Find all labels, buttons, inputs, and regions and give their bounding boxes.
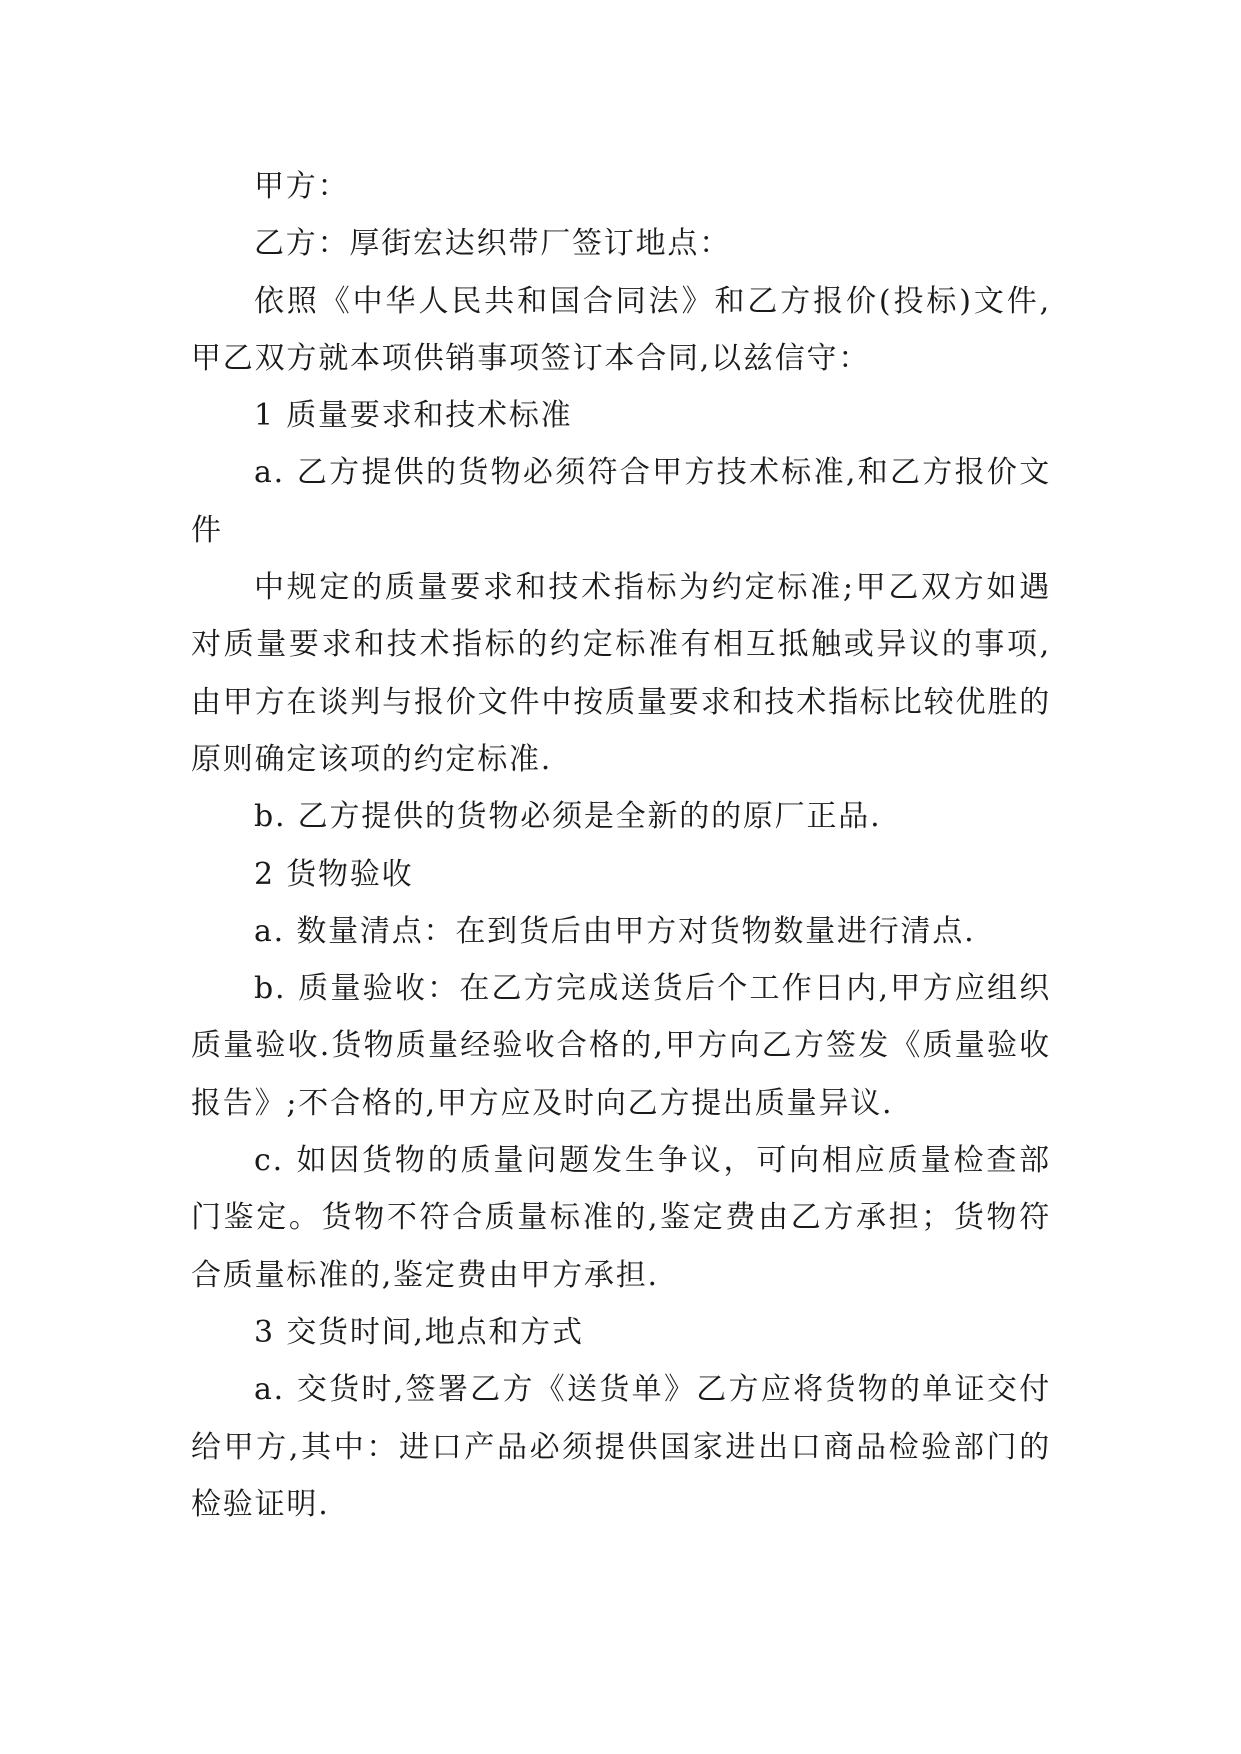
clause-1a: a. 乙方提供的货物必须符合甲方技术标准,和乙方报价文件 <box>191 455 1051 548</box>
clause-1b: b. 乙方提供的货物必须是全新的的原厂正品. <box>254 799 882 835</box>
party-b-line: 乙方：厚街宏达织带厂签订地点： <box>254 226 731 262</box>
party-a-line: 甲方： <box>254 169 350 204</box>
section-3-heading: 3 交货时间,地点和方式 <box>254 1314 584 1350</box>
preamble-paragraph: 依照《中华人民共和国合同法》和乙方报价(投标)文件,甲乙双方就本项供销事项签订本合同,以兹信守： <box>191 283 1051 376</box>
clause-2c: c. 如因货物的质量问题发生争议，可向相应质量检查部门鉴定。货物不符合质量标准的,鉴定费由乙方承担；货物符合质量标准的,鉴定费由甲方承担. <box>191 1143 1051 1293</box>
clause-2a: a. 数量清点：在到货后由甲方对货物数量进行清点. <box>254 913 976 949</box>
section-2-heading: 2 货物验收 <box>254 856 414 892</box>
contract-body <box>191 158 1051 1533</box>
section-1-heading: 1 质量要求和技术标准 <box>254 398 573 434</box>
clause-2b: b. 质量验收：在乙方完成送货后个工作日内,甲方应组织质量验收.货物质量经验收合格的,甲方向乙方签发《质量验收报告》;不合格的,甲方应及时向乙方提出质量异议. <box>191 971 1051 1121</box>
clause-1a-continued: 中规定的质量要求和技术指标为约定标准;甲乙双方如遇对质量要求和技术指标的约定标准有相互抵触或异议的事项,由甲方在谈判与报价文件中按质量要求和技术指标比较优胜的原则确定该项的约定标准. <box>191 570 1051 777</box>
clause-3a: a. 交货时,签署乙方《送货单》乙方应将货物的单证交付给甲方,其中：进口产品必须提供国家进出口商品检验部门的检验证明. <box>191 1372 1051 1522</box>
